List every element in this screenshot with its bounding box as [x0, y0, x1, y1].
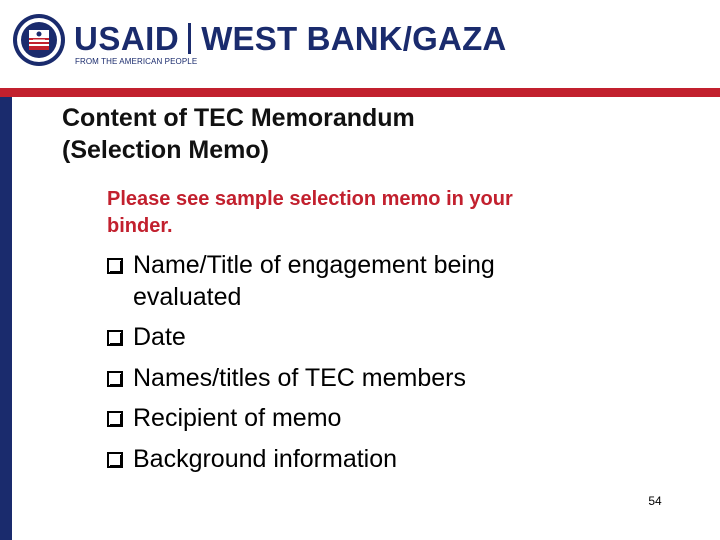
brand-tagline: FROM THE AMERICAN PEOPLE: [75, 57, 198, 66]
brand-region: WEST BANK/GAZA: [201, 20, 507, 57]
usaid-seal-icon: [12, 13, 66, 67]
brand-divider: [188, 23, 191, 54]
list-item: [107, 250, 697, 313]
checkbox-bullet-icon: [107, 411, 123, 427]
slide-title-line-2: (Selection Memo): [62, 136, 269, 164]
checkbox-bullet-icon: [107, 371, 123, 387]
header-rule: [0, 88, 720, 97]
bullet-text-continued: evaluated: [133, 282, 242, 311]
slide-title: [62, 102, 682, 166]
slide-title-line-1: Content of TEC Memorandum: [62, 104, 415, 132]
bullet-list: [107, 250, 697, 484]
bullet-text: Background information: [133, 444, 398, 473]
bullet-text: Date: [133, 323, 186, 351]
page-number: 54: [648, 494, 662, 508]
side-bar: [0, 97, 12, 540]
brand-usaid: USAID: [74, 20, 180, 57]
checkbox-bullet-icon: [107, 452, 123, 468]
checkbox-bullet-icon: [107, 330, 123, 346]
brand-wordmark: [74, 21, 506, 57]
header-banner: [0, 0, 720, 88]
checkbox-bullet-icon: [107, 258, 123, 274]
bullet-text: Name/Title of engagement being: [133, 251, 495, 279]
bullet-text: Names/titles of TEC members: [133, 363, 466, 392]
list-item: [107, 403, 697, 435]
list-item: [107, 322, 697, 354]
slide-note-line-1: Please see sample selection memo in your: [107, 188, 513, 210]
list-item: [107, 363, 697, 395]
bullet-text: Recipient of memo: [133, 404, 342, 432]
slide-note-line-2: binder.: [107, 215, 173, 237]
slide-note: [107, 186, 667, 240]
list-item: [107, 444, 697, 476]
